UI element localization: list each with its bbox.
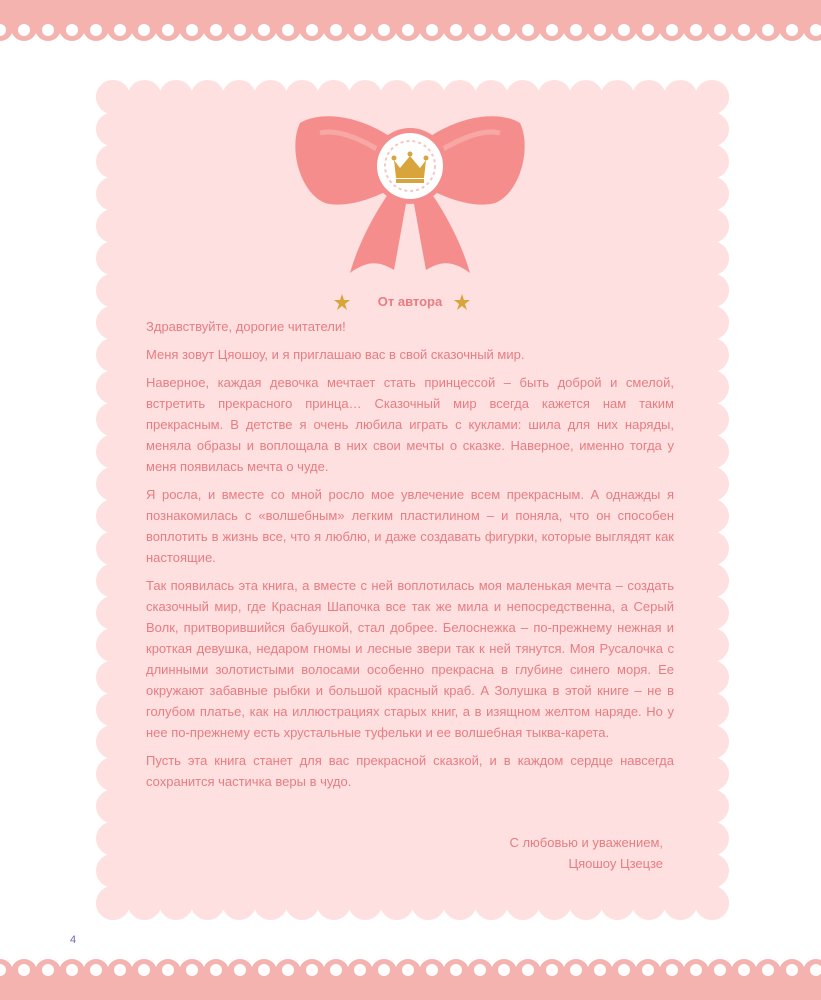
page-number: 4 [70, 934, 77, 946]
heading-text: От автора [377, 294, 443, 309]
star-icon [454, 294, 470, 310]
bow-icon [290, 98, 530, 280]
body-paragraph: Я росла, и вместе со мной росло мое увлечение всем прекрасным. А однажды я познакомилась с «волшебным» легким пластилином – и поняла, что он способен воплотить в жизнь все, что я люблю, и даже создавать фигурки, которые выглядят как настоящие. [146, 487, 674, 565]
body-paragraph: Так появилась эта книга, а вместе с ней воплотилась моя маленькая мечта – создать сказочный мир, где Красная Шапочка все так же мила и непосредственна, а Серый Волк, притворившийся бабушкой, стал добрее. Белоснежка – по-прежнему нежная и кроткая девушка, недаром гномы и лесные звери так к ней тянутся. Моя Русалочка с длинными золотистыми волосами особенно прекрасна в глубине синего моря. Ее окружают забавные рыбки и большой красный краб. А Золушка в этой книге – не в голубом платье, как на иллюстрациях старых книг, а в изящном желтом наряде. Но у нее по-прежнему есть хрустальные туфельки и ее волшебная тыква-карета. [146, 578, 674, 740]
closing-paragraph: Пусть эта книга станет для вас прекрасной сказкой, и в каждом сердце навсегда сохранится частичка веры в чудо. [146, 753, 674, 789]
section-heading [330, 290, 490, 314]
body-paragraph: Наверное, каждая девочка мечтает стать принцессой – быть доброй и смелой, встретить прекрасного принца… Сказочный мир всегда кажется нам таким прекрасным. В детстве я очень любила играть с куклами: шила для них наряды, меняла образы и воплощала в них свои мечты о сказке. Наверное, именно тогда у меня появилась мечта о чуде. [146, 375, 674, 474]
intro-paragraph: Меня зовут Цяошоу, и я приглашаю вас в свой сказочный мир. [146, 347, 525, 362]
bottom-scalloped-border [0, 948, 821, 1000]
author-letter [146, 316, 674, 799]
signature [400, 832, 663, 874]
signature-author: Цяошоу Цзецзе [568, 856, 663, 871]
greeting-paragraph: Здравствуйте, дорогие читатели! [146, 319, 346, 334]
signature-line: С любовью и уважением, [509, 835, 663, 850]
star-icon [334, 294, 350, 310]
top-scalloped-border [0, 0, 821, 52]
